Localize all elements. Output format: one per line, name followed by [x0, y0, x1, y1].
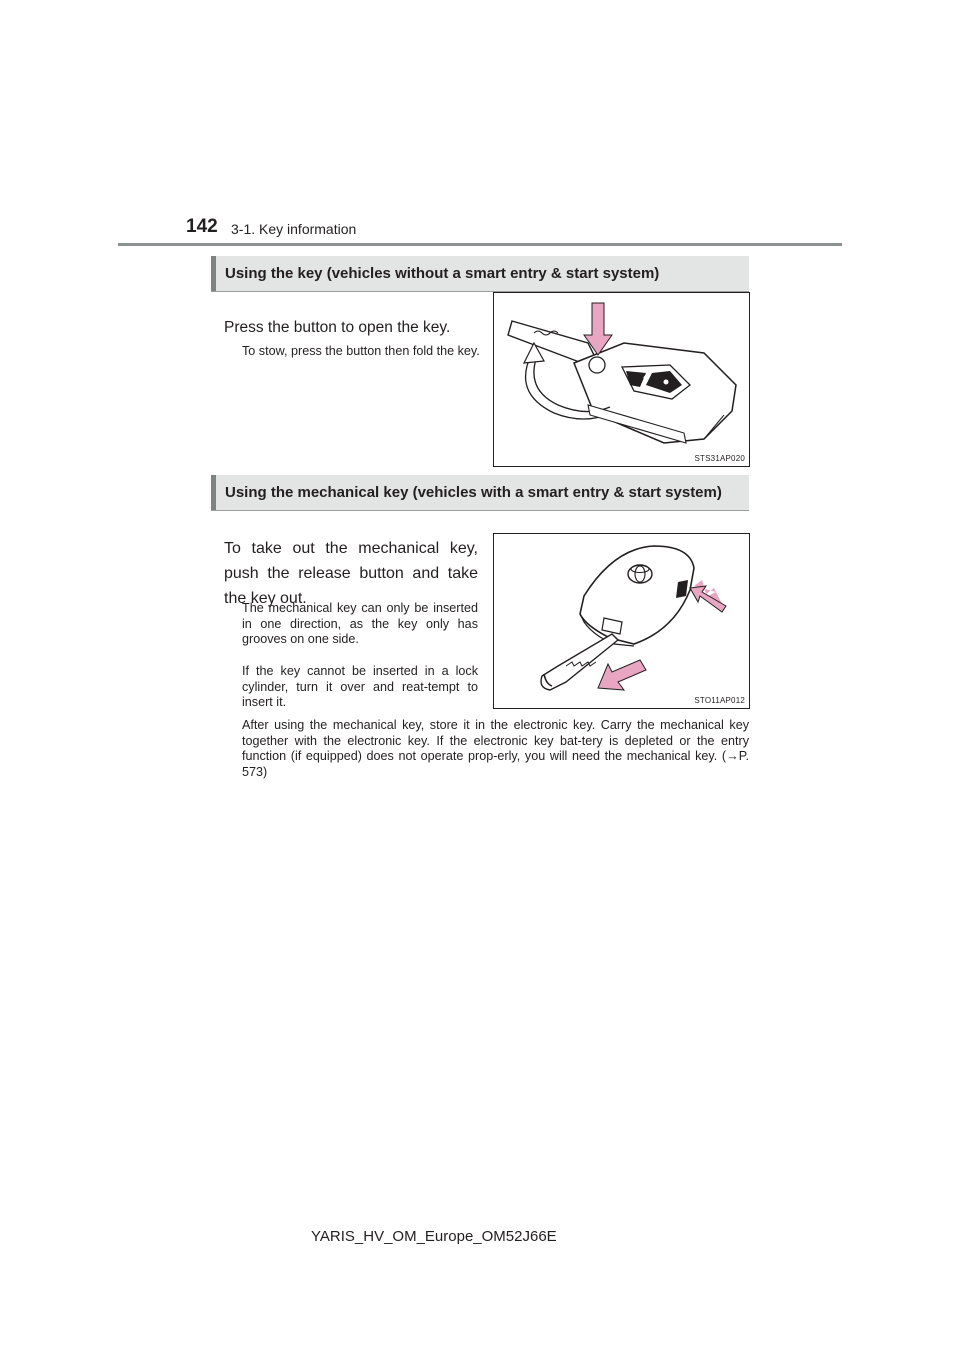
- note-turn-over: If the key cannot be inserted in a lock cylinder, turn it over and reat-tempt to insert it.: [242, 664, 478, 709]
- header-rule: [118, 243, 842, 246]
- note-store-key: After using the mechanical key, store it in the electronic key. Carry the mechanical key together with the electronic key. If the electronic key bat-tery is depleted or the entry function (if equipped) does not operate prop-erly, you will need the mechanical key. (→P. 573): [242, 718, 749, 779]
- figure-code: STO11AP012: [694, 696, 745, 705]
- figure-code: STS31AP020: [694, 454, 745, 463]
- document-code: YARIS_HV_OM_Europe_OM52J66E: [311, 1228, 557, 1245]
- note-insert-direction: The mechanical key can only be inserted in one direction, as the key only has grooves on one side.: [242, 601, 478, 646]
- mechanical-key-illustration: [494, 534, 750, 709]
- instruction-take-out-key: To take out the mechanical key, push the release button and take the key out.: [224, 540, 478, 607]
- section-heading-key: Using the key (vehicles without a smart entry & start system): [211, 256, 749, 292]
- chapter-title: 3-1. Key information: [231, 221, 357, 237]
- note-stow-key: To stow, press the button then fold the key.: [242, 344, 480, 358]
- page-number: 142: [186, 216, 218, 237]
- figure-mechanical-key: [493, 533, 750, 709]
- section-heading-mechanical-key: Using the mechanical key (vehicles with a smart entry & start system): [211, 475, 749, 511]
- figure-folding-key: [493, 292, 750, 467]
- folding-key-illustration: [494, 293, 750, 467]
- instruction-open-key: Press the button to open the key.: [224, 319, 451, 336]
